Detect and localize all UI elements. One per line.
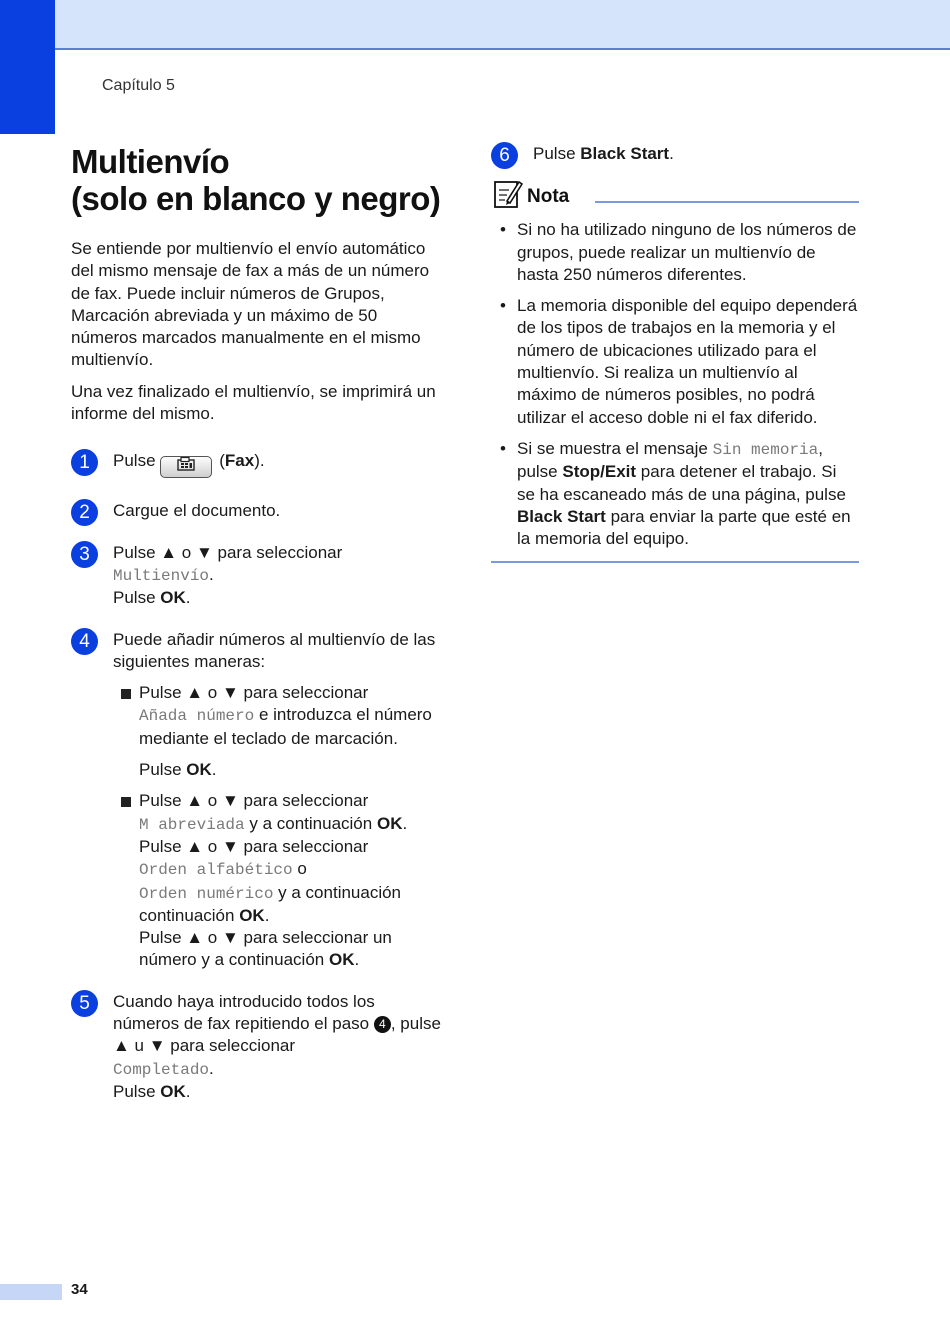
- left-column: [71, 140, 441, 1103]
- note-text: Si no ha utilizado ninguno de los números de grupos, puede realizar un multienvío de hasta 250 números diferentes.: [517, 220, 857, 284]
- step-2: [71, 500, 441, 522]
- ok-line: Pulse OK.: [139, 760, 217, 780]
- ok-key: OK: [160, 588, 186, 608]
- step-number: 4: [71, 628, 98, 655]
- bullet-icon: •: [500, 296, 506, 316]
- step-4: [71, 629, 441, 972]
- black-start-key: Black Start: [517, 506, 606, 526]
- chapter-tab: [0, 0, 55, 134]
- note-text: para detener el trabajo. Si se ha escaneado más de una página, pulse: [517, 462, 846, 504]
- step-text: Pulse ▲ o ▼ para seleccionar: [139, 683, 369, 703]
- menu-option: Orden numérico: [139, 884, 274, 903]
- menu-option: Añada número: [139, 707, 255, 726]
- step-text: Pulse ▲ o ▼ para seleccionar: [139, 791, 369, 811]
- note-header: [491, 179, 859, 211]
- black-start-key: Black Start: [580, 144, 670, 163]
- menu-option: M abreviada: [139, 815, 245, 834]
- step-number: 1: [71, 449, 98, 476]
- step-text: y a continuación: [249, 813, 373, 833]
- square-bullet-icon: [121, 797, 131, 807]
- intro-paragraph-2: Una vez finalizado el multienvío, se imprimirá un informe del mismo.: [71, 381, 436, 424]
- note-divider: [595, 201, 859, 203]
- note-label: Nota: [527, 186, 570, 208]
- step-text: Pulse: [139, 760, 182, 780]
- step-number: 3: [71, 541, 98, 568]
- title-line-1: Multienvío: [71, 143, 230, 180]
- step-4-option-2: Pulse ▲ o ▼ para seleccionar M abreviada y a continuación OK. Pulse ▲ o ▼ para seleccionar Orden alfabético o Orden numérico y a continuación continuación OK. Pulse ▲ o ▼ para seleccionar un número y a continuación OK.: [113, 790, 441, 971]
- step-reference: 4: [374, 1016, 391, 1033]
- step-number: 5: [71, 990, 98, 1017]
- step-5: 5 Cuando haya introducido todos los números de fax repitiendo el paso 4 , pulse ▲ u ▼ para seleccionar Completado. Pulse OK.: [71, 991, 441, 1103]
- step-text: Pulse ▲ o ▼ para seleccionar un número y a continuación: [139, 928, 392, 970]
- menu-option: Multienvío: [113, 566, 210, 585]
- step-text: e introduzca el número mediante el teclado de marcación.: [139, 705, 432, 748]
- ok-key: OK: [376, 813, 403, 833]
- menu-option: Orden alfabético: [139, 861, 293, 880]
- note-pencil-icon: [493, 179, 523, 209]
- fax-button-icon: [160, 456, 212, 478]
- step-text: Pulse: [113, 588, 156, 608]
- ok-key: OK: [160, 1081, 186, 1101]
- step-text: Pulse: [113, 451, 156, 471]
- step-6: 6 Pulse Black Start.: [491, 143, 859, 165]
- header-band: [0, 0, 950, 50]
- step-text: Pulse: [113, 1081, 156, 1101]
- bullet-icon: •: [500, 220, 506, 240]
- menu-option: Completado: [113, 1060, 210, 1079]
- footer-band: [0, 1284, 62, 1300]
- step-text: Pulse ▲ o ▼ para seleccionar: [113, 542, 343, 562]
- fax-label: Fax: [224, 451, 255, 471]
- intro-paragraph-1: Se entiende por multienvío el envío automático del mismo mensaje de fax a más de un número de fax. Puede incluir números de Grupos, Marcación abreviada y un máximo de 50 números marcados manualmente en el mismo multienvío.: [71, 239, 430, 370]
- note-item-2: [491, 295, 859, 429]
- page-title: [71, 143, 441, 217]
- lcd-message: Sin memoria: [712, 440, 819, 459]
- note-item-3: • Si se muestra el mensaje Sin memoria, pulse Stop/Exit para detener el trabajo. Si se ha escaneado más de una página, pulse Black Start para enviar la parte que esté en la memoria del equipo.: [500, 438, 851, 549]
- note-text: La memoria disponible del equipo dependerá de los tipos de trabajos en la memoria y el número de ubicaciones utilizado para el multienvío. Si realiza un multienvío al máximo de números posibles, no podrá utilizar el acceso doble ni el fax diferido.: [517, 296, 858, 427]
- step-text: Cargue el documento.: [113, 501, 281, 521]
- step-text: pulse ▲ u ▼ para seleccionar: [113, 1014, 441, 1056]
- step-text: Pulse: [533, 144, 576, 163]
- step-number: 6: [491, 142, 518, 169]
- step-text: Cuando haya introducido todos los números de fax repitiendo el paso: [113, 991, 375, 1034]
- note-text: para enviar la parte que esté en la memoria del equipo.: [517, 506, 851, 549]
- ok-key: OK: [186, 760, 212, 780]
- step-1: 1 Pulse (Fax).: [71, 450, 441, 478]
- note-bottom-divider: [491, 561, 859, 563]
- title-line-2: (solo en blanco y negro): [71, 180, 441, 217]
- ok-key: OK: [328, 950, 355, 970]
- page-number: 34: [71, 1281, 88, 1298]
- step-text: Pulse ▲ o ▼ para seleccionar: [139, 836, 369, 856]
- ok-key: OK: [239, 905, 265, 925]
- step-number: 2: [71, 499, 98, 526]
- step-text: Puede añadir números al multienvío de las siguientes maneras:: [113, 629, 436, 671]
- step-4-option-1: [113, 682, 441, 781]
- note-text: pulse: [517, 462, 558, 482]
- chapter-label: Capítulo 5: [102, 77, 175, 94]
- note-text: Si se muestra el mensaje: [517, 438, 708, 458]
- stop-exit-key: Stop/Exit: [562, 462, 637, 482]
- note-item-1: [491, 219, 859, 286]
- step-text: y a continuación: [278, 882, 402, 902]
- step-3: 3 Pulse ▲ o ▼ para seleccionar Multienvío. Pulse OK.: [71, 542, 441, 610]
- bullet-icon: •: [500, 438, 506, 458]
- step-text: o: [297, 859, 307, 879]
- right-column: [491, 140, 859, 563]
- square-bullet-icon: [121, 689, 131, 699]
